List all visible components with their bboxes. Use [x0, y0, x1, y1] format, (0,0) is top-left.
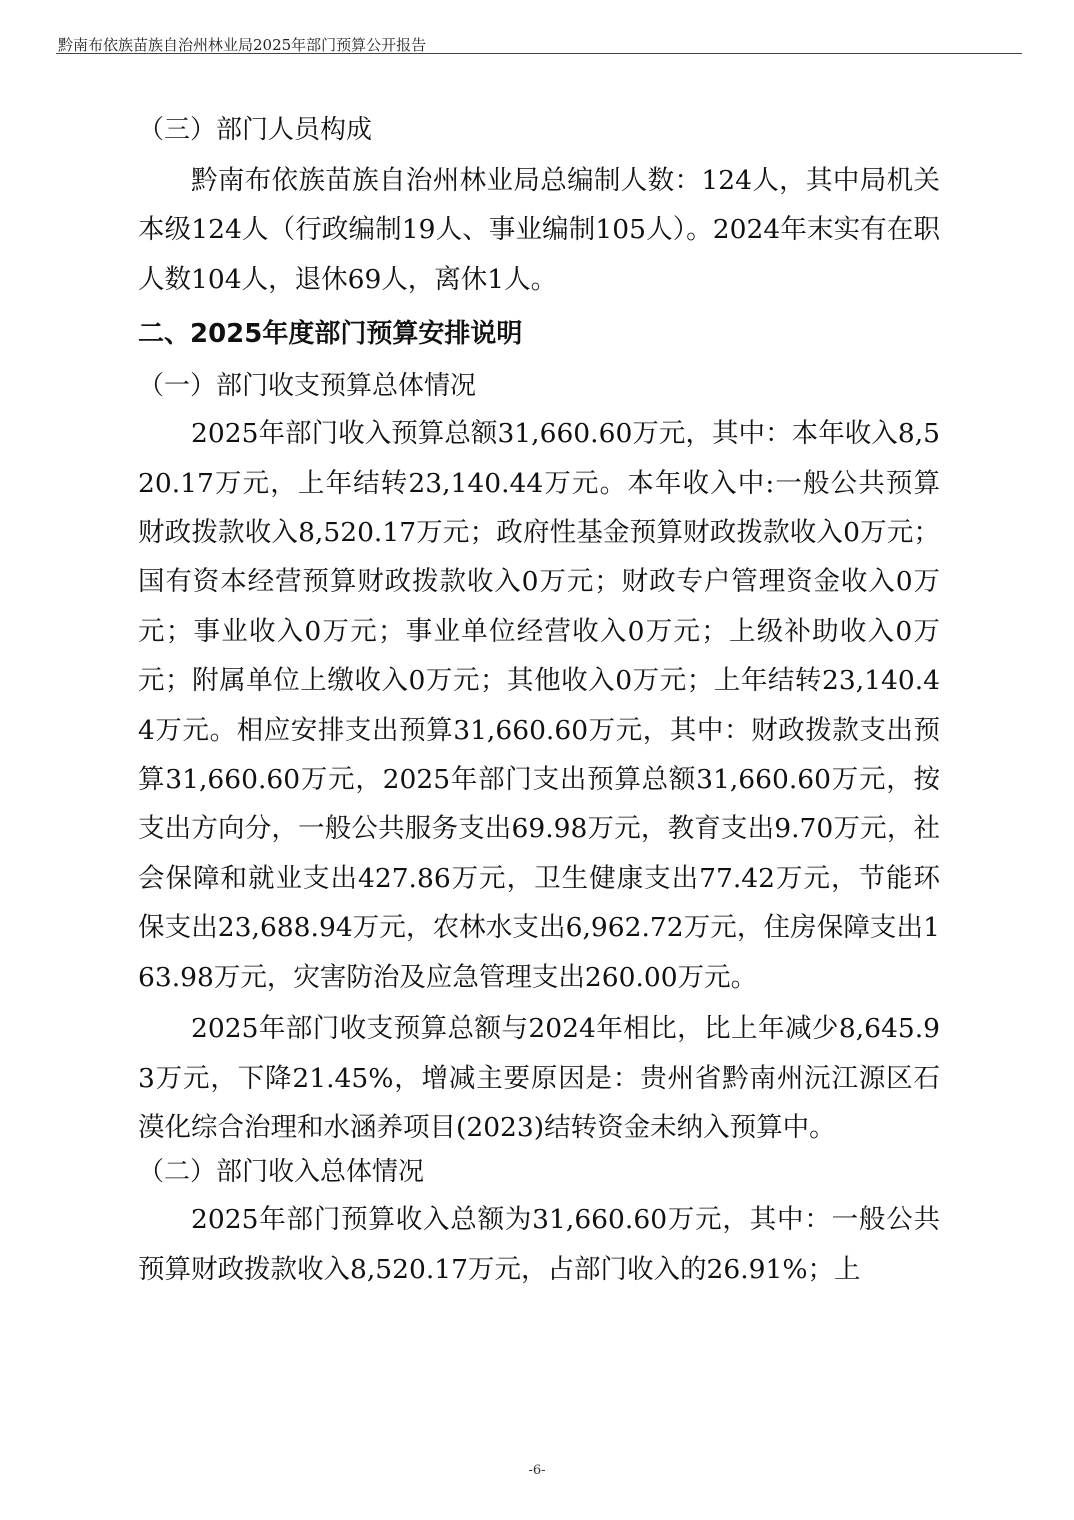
- overall-paragraph-1: 2025年部门收入预算总额31,660.60万元，其中：本年收入8,520.17万元，上年结转23,140.44万元。本年收入中:一般公共预算财政拨款收入8,520.17万元；政府性基金预算财政拨款收入0万元；国有资本经营预算财政拨款收入0万元；财政专户管理资金收入0万元；事业收入0万元；事业单位经营收入0万元；上级补助收入0万元；附属单位上缴收入0万元；其他收入0万元；上年结转23,140.44万元。相应安排支出预算31,660.60万元，其中：财政拨款支出预算31,660.60万元，2025年部门支出预算总额31,660.60万元，按支出方向分，一般公共服务支出69.98万元，教育支出9.70万元，社会保障和就业支出427.86万元，卫生健康支出77.42万元，节能环保支出23,688.94万元，农林水支出6,962.72万元，住房保障支出163.98万元，灾害防治及应急管理支出260.00万元。: [138, 418, 940, 993]
- document-body: [138, 110, 940, 1294]
- overall-heading: （一）部门收支预算总体情况: [138, 371, 477, 402]
- header-divider: [56, 53, 1022, 54]
- page-number: -6-: [528, 1463, 546, 1478]
- budget-section-heading: 二、2025年度部门预算安排说明: [138, 319, 523, 350]
- income-paragraph: 2025年部门预算收入总额为31,660.60万元，其中：一般公共预算财政拨款收入8,520.17万元，占部门收入的26.91%；上: [138, 1204, 940, 1285]
- document-header: 黔南布依族苗族自治州林业局2025年部门预算公开报告: [58, 36, 427, 54]
- income-heading: （二）部门收入总体情况: [138, 1157, 425, 1188]
- overall-paragraph-2: 2025年部门收支预算总额与2024年相比，比上年减少8,645.93万元，下降21.45%，增减主要原因是：贵州省黔南州沅江源区石漠化综合治理和水涵养项目(2023)结转资金未纳入预算中。: [138, 1013, 940, 1143]
- staff-heading: （三）部门人员构成: [138, 115, 373, 145]
- staff-paragraph: 黔南布依族苗族自治州林业局总编制人数：124人，其中局机关本级124人（行政编制19人、事业编制105人）。2024年末实有在职人数104人，退休69人，离休1人。: [138, 165, 940, 295]
